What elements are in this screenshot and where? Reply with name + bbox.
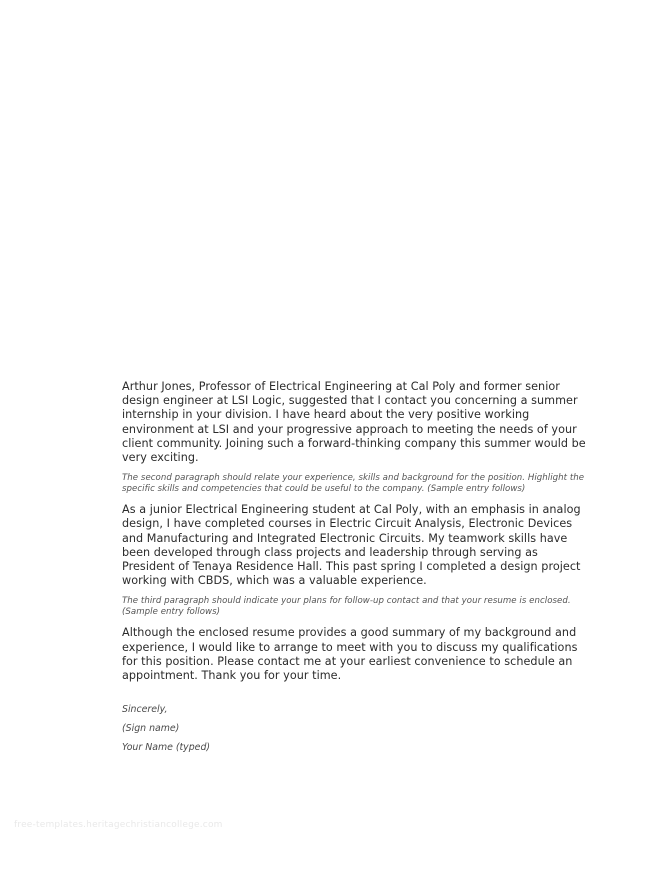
closing-block — [122, 704, 422, 761]
instruction-note-2: The third paragraph should indicate your plans for follow-up contact and that your resume is enclosed. (Sample entry follows) — [122, 596, 571, 618]
watermark: free-templates.heritagechristiancollege.com — [14, 820, 223, 830]
letter-paragraph-3: Although the enclosed resume provides a good summary of my background and experience, I would like to arrange to meet with you to discuss my qualifications for this position. Please contact me at your earliest convenience to schedule an appointment. Thank you for your time. — [122, 626, 578, 683]
letter-paragraph-1: Arthur Jones, Professor of Electrical Engineering at Cal Poly and former senior design engineer at LSI Logic, suggested that I contact you concerning a summer internship in your division. I have heard about the very positive working environment at LSI and your progressive approach to meeting the needs of your client community. Joining such a forward-thinking company this summer would be very exciting. — [122, 380, 586, 465]
closing-sincerely: Sincerely, — [122, 704, 168, 715]
letter-paragraph-2: As a junior Electrical Engineering student at Cal Poly, with an emphasis in analog design, I have completed courses in Electric Circuit Analysis, Electronic Devices and Manufacturing and Integrated Electronic Circuits. My teamwork skills have been developed through class projects and leadership through serving as President of Tenaya Residence Hall. This past spring I completed a design project working with CBDS, which was a valuable experience. — [122, 503, 581, 588]
instruction-note-1: The second paragraph should relate your experience, skills and background for the position. Highlight the specific skills and competencies that could be useful to the company. (Sample entry follows) — [122, 473, 585, 495]
closing-sign-name: (Sign name) — [122, 723, 180, 734]
letter-body — [122, 380, 592, 691]
closing-typed-name: Your Name (typed) — [122, 742, 211, 753]
